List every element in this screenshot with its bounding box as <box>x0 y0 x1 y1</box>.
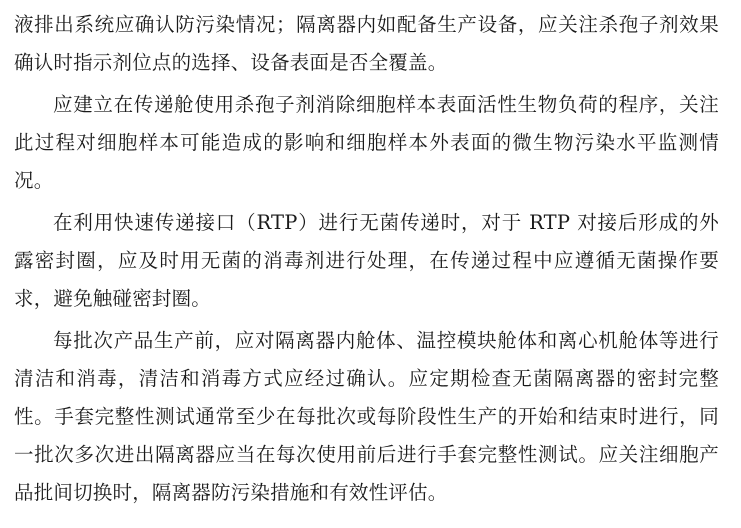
paragraph-continued: 液排出系统应确认防污染情况；隔离器内如配备生产设备，应关注杀孢子剂效果确认时指示剂位点的选择、设备表面是否全覆盖。 <box>14 13 719 74</box>
paragraph-sporicide-procedure: 应建立在传递舱使用杀孢子剂消除细胞样本表面活性生物负荷的程序，关注此过程对细胞样本可能造成的影响和细胞样本外表面的微生物污染水平监测情况。 <box>14 93 719 192</box>
paragraph-rtp-transfer: 在利用快速传递接口（RTP）进行无菌传递时，对于 RTP 对接后形成的外露密封圈，应及时用无菌的消毒剂进行处理，在传递过程中应遵循无菌操作要求，避免触碰密封圈。 <box>14 211 719 310</box>
paragraph-batch-cleaning: 每批次产品生产前，应对隔离器内舱体、温控模块舱体和离心机舱体等进行清洁和消毒，清洁和消毒方式应经过确认。应定期检查无菌隔离器的密封完整性。手套完整性测试通常至少在每批次或每阶段性生产的开始和结束时进行，同一批次多次进出隔离器应当在每次使用前后进行手套完整性测试。应关注细胞产品批间切换时，隔离器防污染措施和有效性评估。 <box>14 329 719 504</box>
